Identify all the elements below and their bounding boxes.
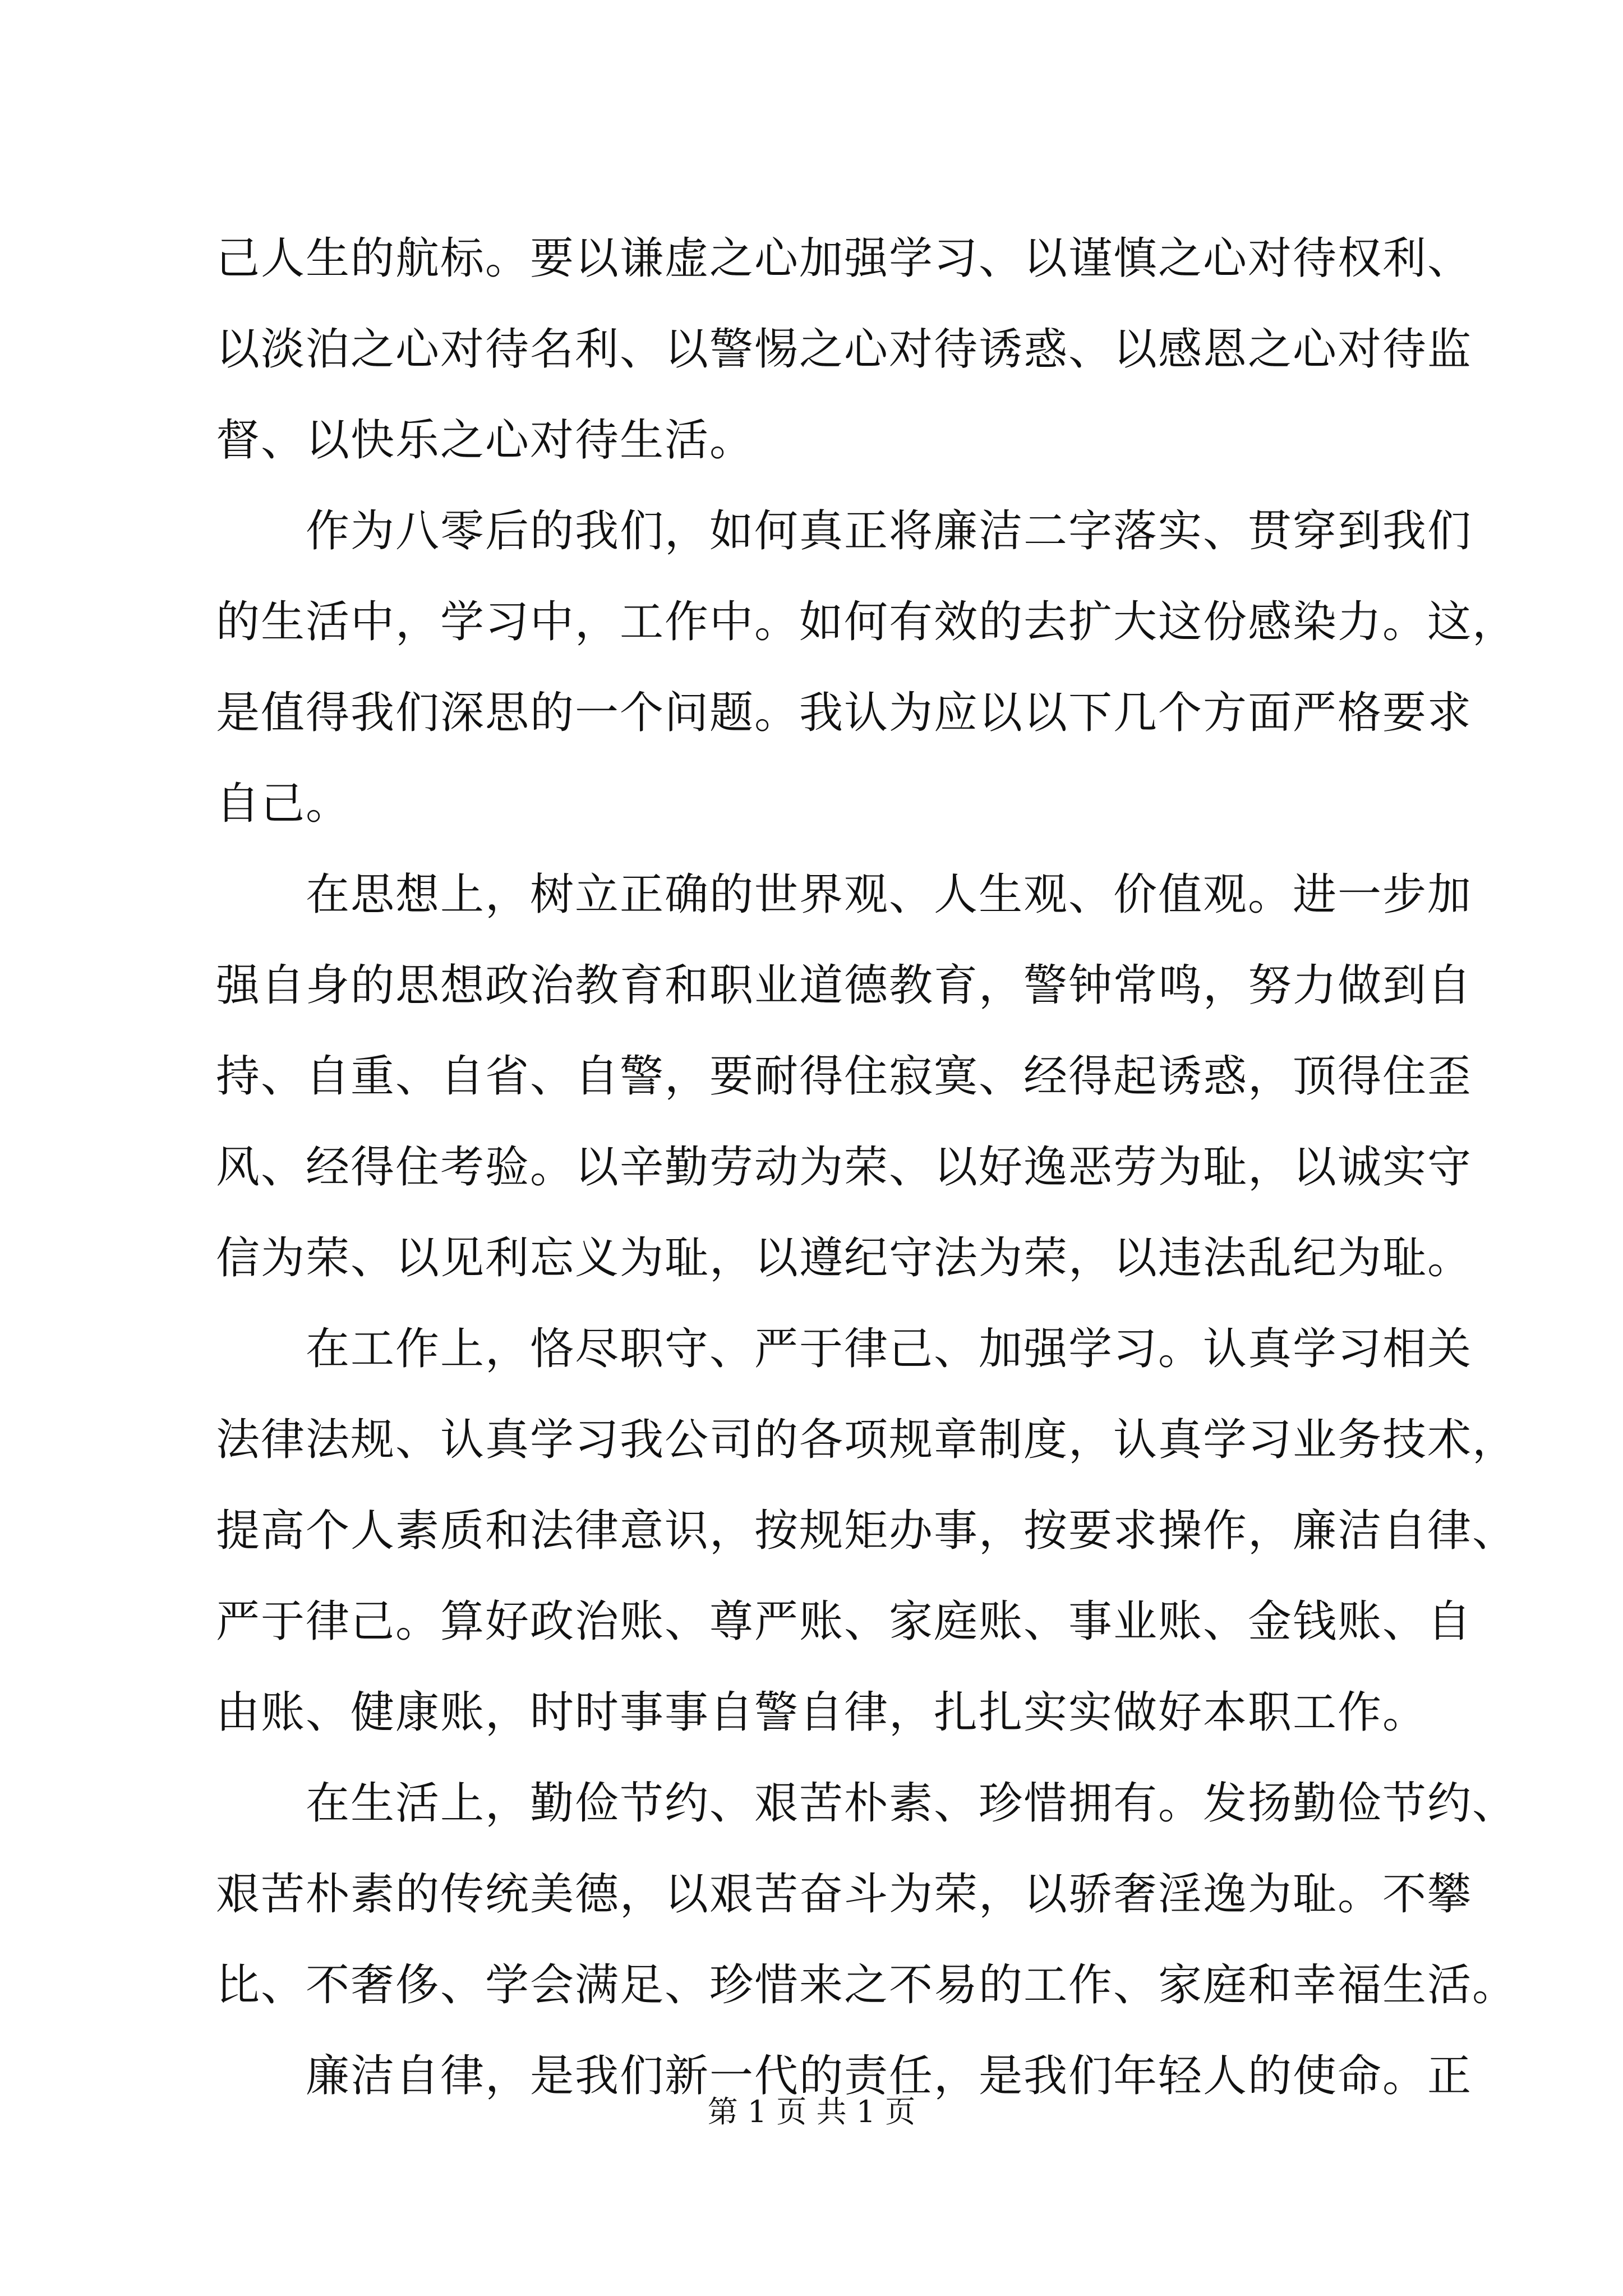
- text-line: 信为荣、以见利忘义为耻，以遵纪守法为荣，以违法乱纪为耻。: [216, 1233, 1473, 1283]
- paragraph: [216, 849, 1473, 1304]
- text-line: 风、经得住考验。以辛勤劳动为荣、以好逸恶劳为耻，以诚实守: [216, 1142, 1473, 1193]
- text-line: 在工作上，恪尽职守、严于律己、加强学习。认真学习相关: [306, 1324, 1473, 1374]
- text-line: 由账、健康账，时时事事自警自律，扎扎实实做好本职工作。: [216, 1687, 1428, 1738]
- body-text: [216, 213, 1518, 2122]
- text-line: 持、自重、自省、自警，要耐得住寂寞、经得起诱惑，顶得住歪: [216, 1051, 1473, 1102]
- text-line: 法律法规、认真学习我公司的各项规章制度，认真学习业务技术，: [216, 1415, 1518, 1465]
- paragraph: [216, 1758, 1518, 2031]
- text-line: 以淡泊之心对待名利、以警惕之心对待诱惑、以感恩之心对待监: [216, 324, 1473, 375]
- text-line: 提高个人素质和法律意识，按规矩办事，按要求操作，廉洁自律、: [216, 1506, 1518, 1556]
- page-footer: 第 1 页 共 1 页: [707, 2094, 916, 2129]
- text-line: 廉洁自律，是我们新一代的责任，是我们年轻人的使命。正: [306, 2051, 1473, 2101]
- text-line: 在思想上，树立正确的世界观、人生观、价值观。进一步加: [306, 869, 1473, 920]
- paragraph: [216, 1304, 1518, 1758]
- text-line: 强自身的思想政治教育和职业道德教育，警钟常鸣，努力做到自: [216, 960, 1473, 1011]
- text-line: 作为八零后的我们，如何真正将廉洁二字落实、贯穿到我们: [306, 506, 1473, 556]
- text-line: 己人生的航标。要以谦虚之心加强学习、以谨慎之心对待权利、: [216, 233, 1473, 284]
- text-line: 比、不奢侈、学会满足、珍惜来之不易的工作、家庭和幸福生活。: [216, 1960, 1518, 2010]
- text-line: 的生活中，学习中，工作中。如何有效的去扩大这份感染力。这，: [216, 597, 1518, 647]
- text-line: 是值得我们深思的一个问题。我认为应以以下几个方面严格要求: [216, 688, 1473, 738]
- paragraph: [216, 486, 1518, 849]
- text-line: 自己。: [216, 779, 351, 829]
- text-line: 督、以快乐之心对待生活。: [216, 415, 755, 466]
- paragraph: [216, 213, 1473, 486]
- text-line: 艰苦朴素的传统美德，以艰苦奋斗为荣，以骄奢淫逸为耻。不攀: [216, 1869, 1473, 1920]
- text-line: 严于律己。算好政治账、尊严账、家庭账、事业账、金钱账、自: [216, 1596, 1473, 1647]
- text-line: 在生活上，勤俭节约、艰苦朴素、珍惜拥有。发扬勤俭节约、: [306, 1778, 1518, 1829]
